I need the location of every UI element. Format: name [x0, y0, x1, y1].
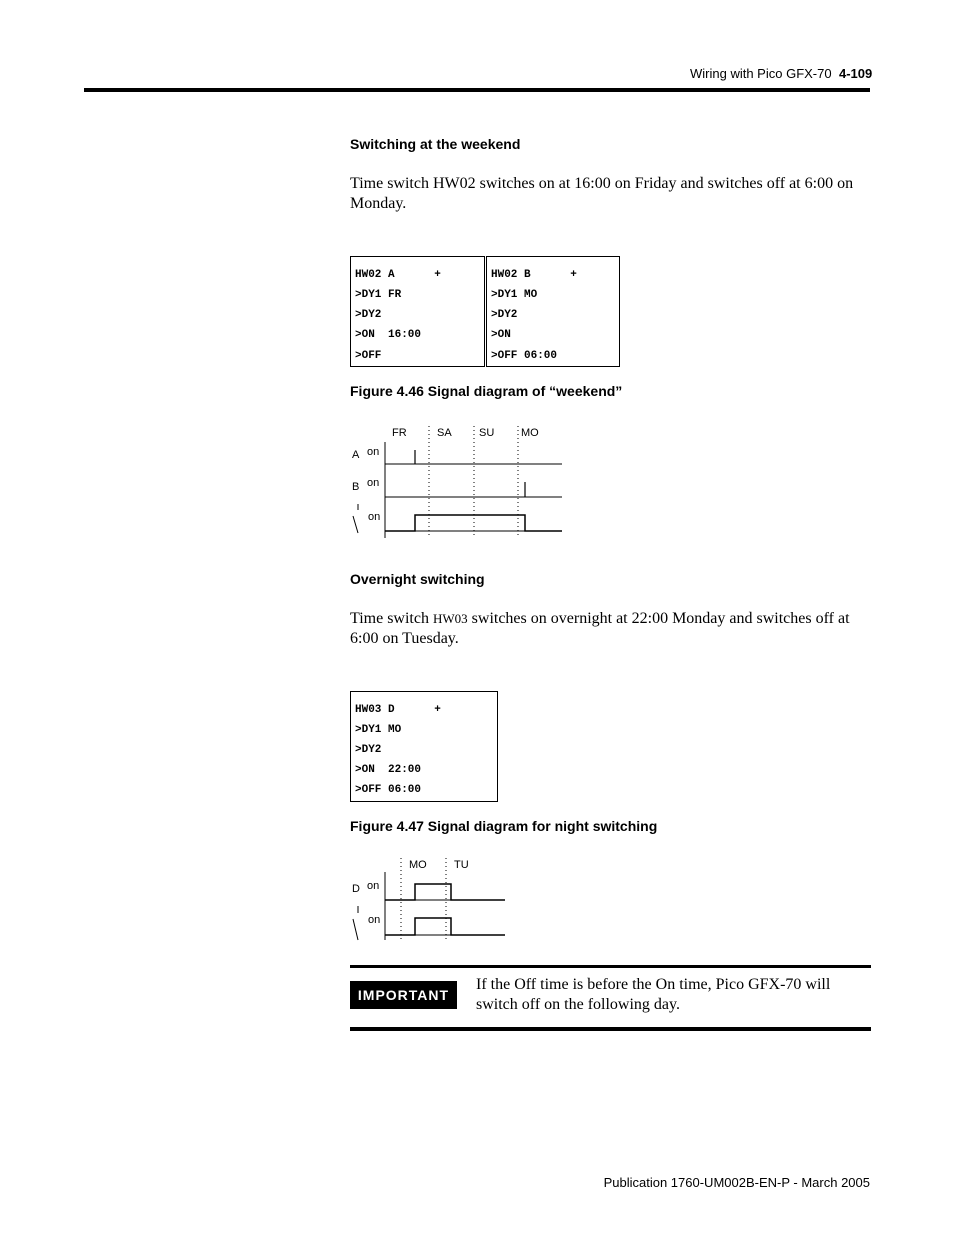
display-line: HW03 D +: [355, 704, 441, 716]
contact-symbol: [353, 516, 358, 533]
section-heading-overnight: Overnight switching: [350, 571, 485, 587]
day-label: FR: [392, 427, 407, 439]
figure-caption-4-47: Figure 4.47 Signal diagram for night switching: [350, 818, 658, 834]
display-line: >DY1 FR: [355, 289, 402, 301]
signal-diagram-night: [345, 852, 510, 947]
section-heading-weekend: Switching at the weekend: [350, 136, 521, 152]
inline-code: HW03: [432, 611, 468, 626]
display-hw02-b: [486, 256, 620, 367]
day-label: SU: [479, 427, 495, 439]
display-line: >DY2: [355, 744, 382, 756]
day-label: MO: [409, 859, 427, 871]
display-line: >OFF 06:00: [491, 350, 558, 362]
signal-diagram-weekend: [345, 420, 570, 540]
display-line: HW02 A +: [355, 269, 441, 281]
display-line: >OFF 06:00: [355, 784, 422, 796]
signal-output-trace: [385, 918, 505, 935]
display-line: >OFF: [355, 350, 382, 362]
contact-symbol: [353, 919, 358, 940]
row-label: D: [352, 883, 360, 895]
publication-footer: Publication 1760-UM002B-EN-P - March 2005: [603, 1175, 870, 1190]
display-line: HW02 B +: [491, 269, 577, 281]
paragraph-text: switches on overnight at 22:00 Monday and switches off at 6:00 on Tuesday.: [350, 610, 850, 647]
page-number: 4-109: [839, 66, 873, 81]
important-top-rule: [350, 965, 871, 968]
paragraph-weekend: Time switch HW02 switches on at 16:00 on Friday and switches off at 6:00 on Monday.: [350, 175, 854, 212]
display-hw02-a: [350, 256, 485, 367]
display-line: >DY2: [355, 309, 382, 321]
important-badge: IMPORTANT: [350, 981, 457, 1009]
display-line: >DY1 MO: [355, 724, 402, 736]
header-rule: [84, 88, 870, 92]
on-label: on: [367, 477, 380, 489]
on-label: on: [367, 446, 380, 458]
important-bottom-rule: [350, 1027, 871, 1031]
paragraph-overnight: [350, 609, 870, 649]
important-text: If the Off time is before the On time, Pico GFX-70 will switch off on the following day.: [476, 976, 831, 1013]
on-label: on: [367, 880, 380, 892]
display-line: >ON: [491, 329, 511, 341]
paragraph-text: Time switch: [350, 610, 433, 627]
on-label: on: [368, 511, 381, 523]
display-line: >ON 16:00: [355, 329, 422, 341]
figure-caption-4-46: Figure 4.46 Signal diagram of “weekend”: [350, 383, 623, 399]
display-hw03-d: [350, 691, 498, 802]
day-label: TU: [454, 859, 469, 871]
row-label: A: [352, 449, 360, 461]
day-label: SA: [437, 427, 452, 439]
day-label: MO: [521, 427, 539, 439]
row-label: B: [352, 481, 360, 493]
display-line: >ON 22:00: [355, 764, 422, 776]
display-line: >DY2: [491, 309, 518, 321]
display-line: >DY1 MO: [491, 289, 538, 301]
running-header-title: Wiring with Pico GFX-70: [690, 66, 832, 81]
on-label: on: [368, 914, 381, 926]
signal-trace-d: [385, 884, 505, 900]
